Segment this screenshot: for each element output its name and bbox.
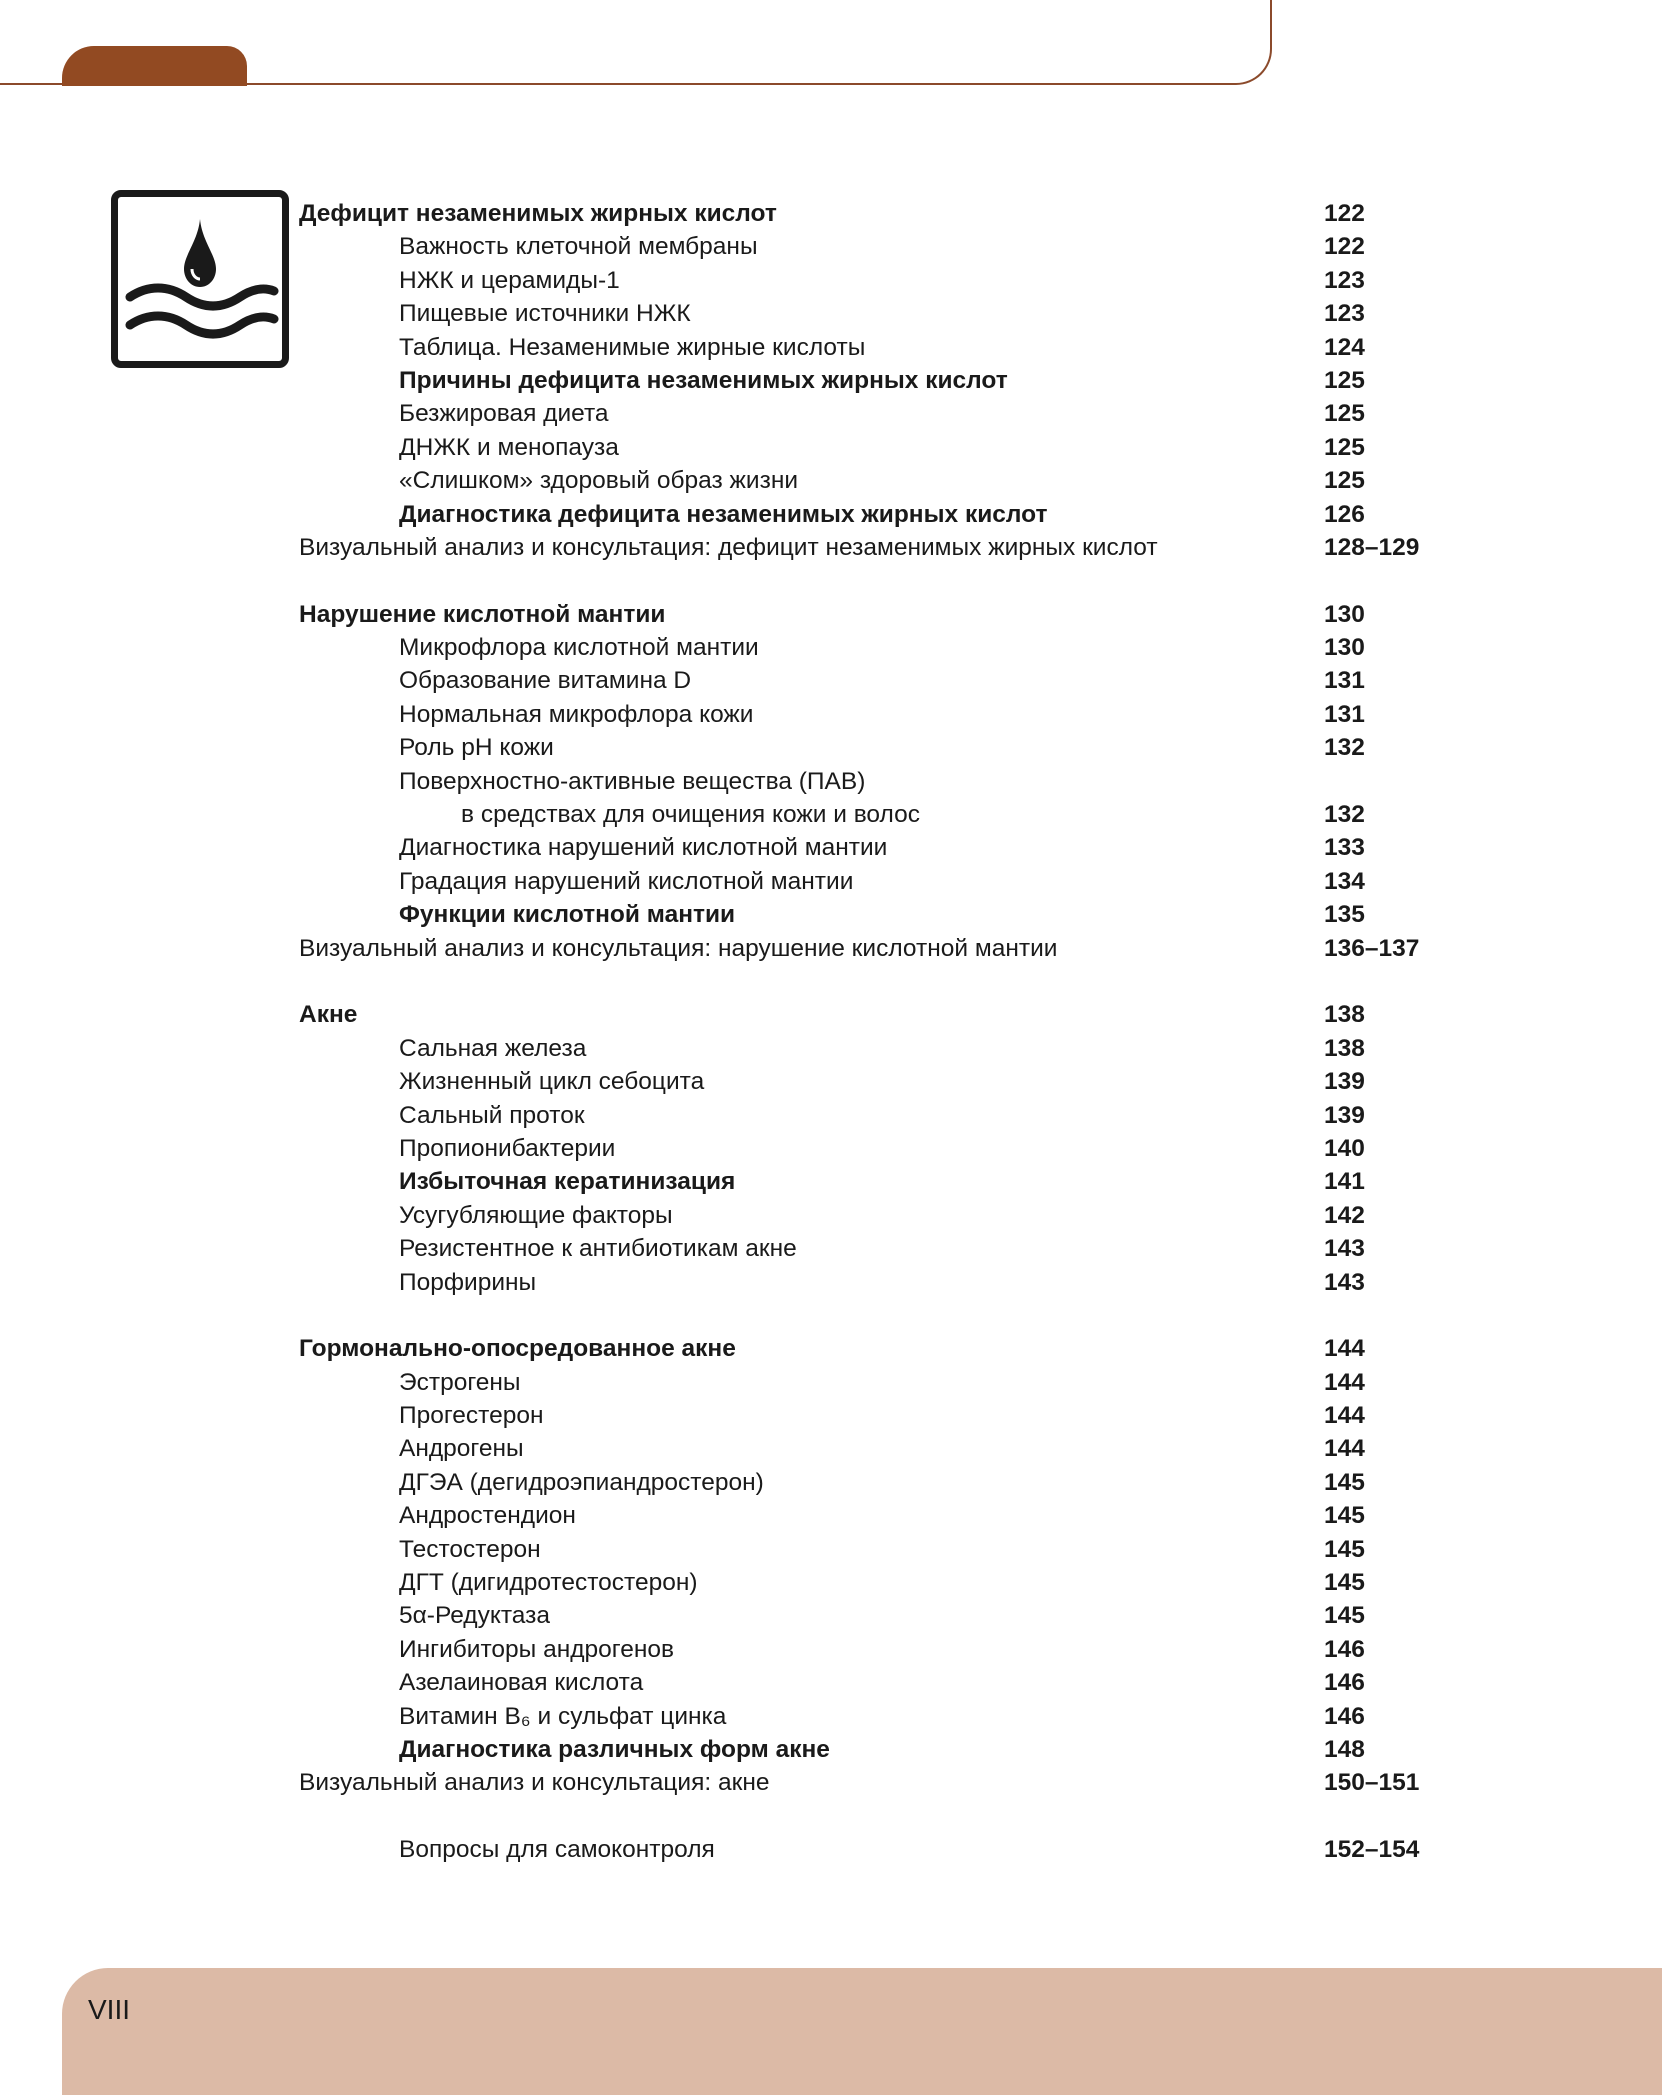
toc-entry-page: 128–129	[1324, 533, 1420, 561]
toc-entry-title: Причины дефицита незаменимых жирных кислот	[399, 366, 1008, 394]
toc-entry-title: Пищевые источники НЖК	[399, 300, 691, 328]
toc-entry-page: 144	[1324, 1402, 1365, 1430]
toc-entry-title: Ингибиторы андрогенов	[399, 1635, 674, 1663]
toc-entry[interactable]	[0, 1533, 1662, 1566]
toc-entry-page: 132	[1324, 734, 1365, 762]
toc-entry[interactable]	[0, 664, 1662, 697]
toc-entry[interactable]	[0, 1599, 1662, 1632]
toc-entry-title: ДНЖК и менопауза	[399, 433, 619, 461]
toc-entry-page: 131	[1324, 700, 1365, 728]
toc-entry-page: 134	[1324, 867, 1365, 895]
toc-entry-page: 143	[1324, 1235, 1365, 1263]
toc-entry[interactable]	[0, 1700, 1662, 1733]
toc-entry-page: 145	[1324, 1468, 1365, 1496]
toc-entry-title: Образование витамина D	[399, 667, 692, 695]
toc-entry[interactable]	[0, 1666, 1662, 1699]
toc-entry-page: 145	[1324, 1569, 1365, 1597]
table-of-contents	[0, 197, 1662, 1867]
toc-entry-page: 145	[1324, 1535, 1365, 1563]
toc-entry-title: Роль pH кожи	[399, 734, 554, 762]
toc-entry[interactable]	[0, 598, 1662, 631]
toc-entry-page: 150–151	[1324, 1769, 1420, 1797]
header-tab	[62, 46, 247, 86]
toc-entry-title: Таблица. Незаменимые жирные кислоты	[399, 333, 866, 361]
toc-entry-title: Жизненный цикл себоцита	[399, 1068, 705, 1096]
toc-entry-page: 143	[1324, 1268, 1365, 1296]
toc-entry-title: Эстрогены	[399, 1368, 521, 1396]
toc-entry-title: Порфирины	[399, 1268, 537, 1296]
toc-entry[interactable]	[0, 331, 1662, 364]
toc-entry-page: 144	[1324, 1435, 1365, 1463]
toc-entry[interactable]	[0, 765, 1662, 798]
toc-entry[interactable]	[0, 1766, 1662, 1799]
toc-entry-title: Нарушение кислотной мантии	[299, 600, 666, 628]
toc-entry-title: Пропионибактерии	[399, 1134, 616, 1162]
toc-entry[interactable]	[0, 1366, 1662, 1399]
toc-entry[interactable]	[0, 230, 1662, 263]
toc-entry-page: 139	[1324, 1068, 1365, 1096]
toc-entry[interactable]	[0, 1566, 1662, 1599]
toc-entry[interactable]	[0, 364, 1662, 397]
toc-entry[interactable]	[0, 1733, 1662, 1766]
toc-entry-page: 138	[1324, 1034, 1365, 1062]
toc-entry-title: Дефицит незаменимых жирных кислот	[299, 200, 777, 227]
toc-entry-title: Резистентное к антибиотикам акне	[399, 1235, 797, 1263]
toc-entry-page: 136–137	[1324, 934, 1420, 962]
toc-entry-title: Градация нарушений кислотной мантии	[399, 867, 854, 895]
toc-entry-page: 135	[1324, 901, 1365, 929]
toc-entry-title: Избыточная кератинизация	[399, 1168, 736, 1196]
toc-entry-page: 145	[1324, 1602, 1365, 1630]
toc-entry-title: ДГТ (дигидротестостерон)	[399, 1569, 698, 1597]
page-number: VIII	[88, 1994, 131, 2025]
toc-entry-title: Диагностика различных форм акне	[399, 1735, 830, 1763]
toc-entry-title: ДГЭА (дегидроэпиандростерон)	[399, 1468, 764, 1496]
toc-entry-page: 125	[1324, 467, 1365, 495]
toc-entry[interactable]	[0, 197, 1662, 230]
toc-entry[interactable]	[0, 932, 1662, 965]
toc-entry-title: Андростендион	[399, 1502, 576, 1530]
toc-entry-title: Важность клеточной мембраны	[399, 233, 758, 261]
toc-entry-title: Вопросы для самоконтроля	[399, 1836, 715, 1864]
toc-entry[interactable]	[0, 1266, 1662, 1299]
toc-entry[interactable]	[0, 865, 1662, 898]
toc-entry[interactable]	[0, 1232, 1662, 1265]
toc-entry[interactable]	[0, 1833, 1662, 1866]
toc-entry-title: Безжировая диета	[399, 400, 609, 428]
toc-entry[interactable]	[0, 1633, 1662, 1666]
toc-entry-page: 133	[1324, 834, 1365, 862]
toc-entry-title: Диагностика нарушений кислотной мантии	[399, 834, 888, 862]
toc-entry-page: 138	[1324, 1001, 1365, 1029]
toc-entry-page: 125	[1324, 400, 1365, 428]
toc-entry-page: 146	[1324, 1635, 1365, 1663]
toc-entry-title: Усугубляющие факторы	[399, 1201, 673, 1229]
toc-entry[interactable]	[0, 631, 1662, 664]
toc-entry-page: 125	[1324, 366, 1365, 394]
toc-entry[interactable]	[0, 1199, 1662, 1232]
footer-band	[62, 1968, 1662, 2095]
toc-entry-page: 130	[1324, 600, 1365, 628]
toc-entry-page: 141	[1324, 1168, 1365, 1196]
toc-entry[interactable]	[0, 1332, 1662, 1365]
toc-entry-page: 123	[1324, 300, 1365, 328]
toc-entry[interactable]	[0, 1032, 1662, 1065]
toc-entry-title: Азелаиновая кислота	[399, 1669, 644, 1697]
toc-entry-title: Диагностика дефицита незаменимых жирных кислот	[399, 500, 1048, 528]
toc-entry[interactable]	[0, 1099, 1662, 1132]
toc-entry-title: 5α-Редуктаза	[399, 1602, 550, 1630]
toc-entry-page: 140	[1324, 1134, 1365, 1162]
toc-entry-page: 131	[1324, 667, 1365, 695]
toc-entry-title: Визуальный анализ и консультация: нарушение кислотной мантии	[299, 934, 1058, 962]
toc-entry[interactable]	[0, 731, 1662, 764]
toc-entry[interactable]	[0, 464, 1662, 497]
toc-entry-title: Визуальный анализ и консультация: дефицит незаменимых жирных кислот	[299, 533, 1158, 561]
toc-entry-title: Визуальный анализ и консультация: акне	[299, 1769, 770, 1797]
toc-entry[interactable]	[0, 498, 1662, 531]
toc-entry-page: 145	[1324, 1502, 1365, 1530]
toc-entry[interactable]	[0, 998, 1662, 1031]
toc-entry[interactable]	[0, 1132, 1662, 1165]
toc-entry-page: 144	[1324, 1335, 1365, 1363]
toc-entry[interactable]	[0, 397, 1662, 430]
toc-entry[interactable]	[0, 1432, 1662, 1465]
toc-entry-title: «Слишком» здоровый образ жизни	[399, 467, 799, 495]
toc-entry[interactable]	[0, 431, 1662, 464]
toc-entry[interactable]	[0, 898, 1662, 931]
toc-entry[interactable]	[0, 798, 1662, 831]
toc-entry-page: 152–154	[1324, 1836, 1420, 1864]
toc-entry-title: Сальная железа	[399, 1034, 587, 1062]
toc-entry[interactable]	[0, 531, 1662, 564]
toc-entry-page: 126	[1324, 500, 1365, 528]
toc-entry-page: 132	[1324, 801, 1365, 829]
toc-entry[interactable]	[0, 264, 1662, 297]
toc-entry-page: 122	[1324, 233, 1365, 261]
toc-entry-title: Акне	[299, 1001, 358, 1029]
toc-entry-page: 146	[1324, 1702, 1365, 1730]
toc-entry-title: НЖК и церамиды-1	[399, 266, 620, 294]
toc-entry-title: Андрогены	[399, 1435, 524, 1463]
toc-entry[interactable]	[0, 698, 1662, 731]
toc-entry-title: Поверхностно-активные вещества (ПАВ)	[399, 767, 866, 795]
toc-entry-page: 139	[1324, 1101, 1365, 1129]
toc-entry[interactable]	[0, 831, 1662, 864]
toc-entry-title: Витамин B₆ и сульфат цинка	[399, 1702, 727, 1730]
toc-entry-title: Тестостерон	[399, 1535, 541, 1563]
toc-entry-title: Микрофлора кислотной мантии	[399, 634, 759, 662]
toc-entry-page: 125	[1324, 433, 1365, 461]
toc-entry-title: Нормальная микрофлора кожи	[399, 700, 754, 728]
toc-entry-page: 130	[1324, 634, 1365, 662]
toc-entry-title: Гормонально-опосредованное акне	[299, 1335, 736, 1363]
toc-entry[interactable]	[0, 1165, 1662, 1198]
toc-entry[interactable]	[0, 1499, 1662, 1532]
toc-entry-title: Функции кислотной мантии	[399, 901, 736, 929]
toc-entry-title: Прогестерон	[399, 1402, 544, 1430]
toc-entry-page: 122	[1324, 200, 1365, 227]
toc-entry-title: Сальный проток	[399, 1101, 585, 1129]
toc-entry-title: в средствах для очищения кожи и волос	[461, 801, 920, 829]
toc-entry-page: 123	[1324, 266, 1365, 294]
toc-entry[interactable]	[0, 1065, 1662, 1098]
toc-entry[interactable]	[0, 1399, 1662, 1432]
toc-entry-page: 144	[1324, 1368, 1365, 1396]
toc-entry[interactable]	[0, 297, 1662, 330]
toc-entry-page: 124	[1324, 333, 1365, 361]
toc-entry-page: 146	[1324, 1669, 1365, 1697]
toc-entry-page: 142	[1324, 1201, 1365, 1229]
toc-entry-page: 148	[1324, 1735, 1365, 1763]
toc-entry[interactable]	[0, 1466, 1662, 1499]
